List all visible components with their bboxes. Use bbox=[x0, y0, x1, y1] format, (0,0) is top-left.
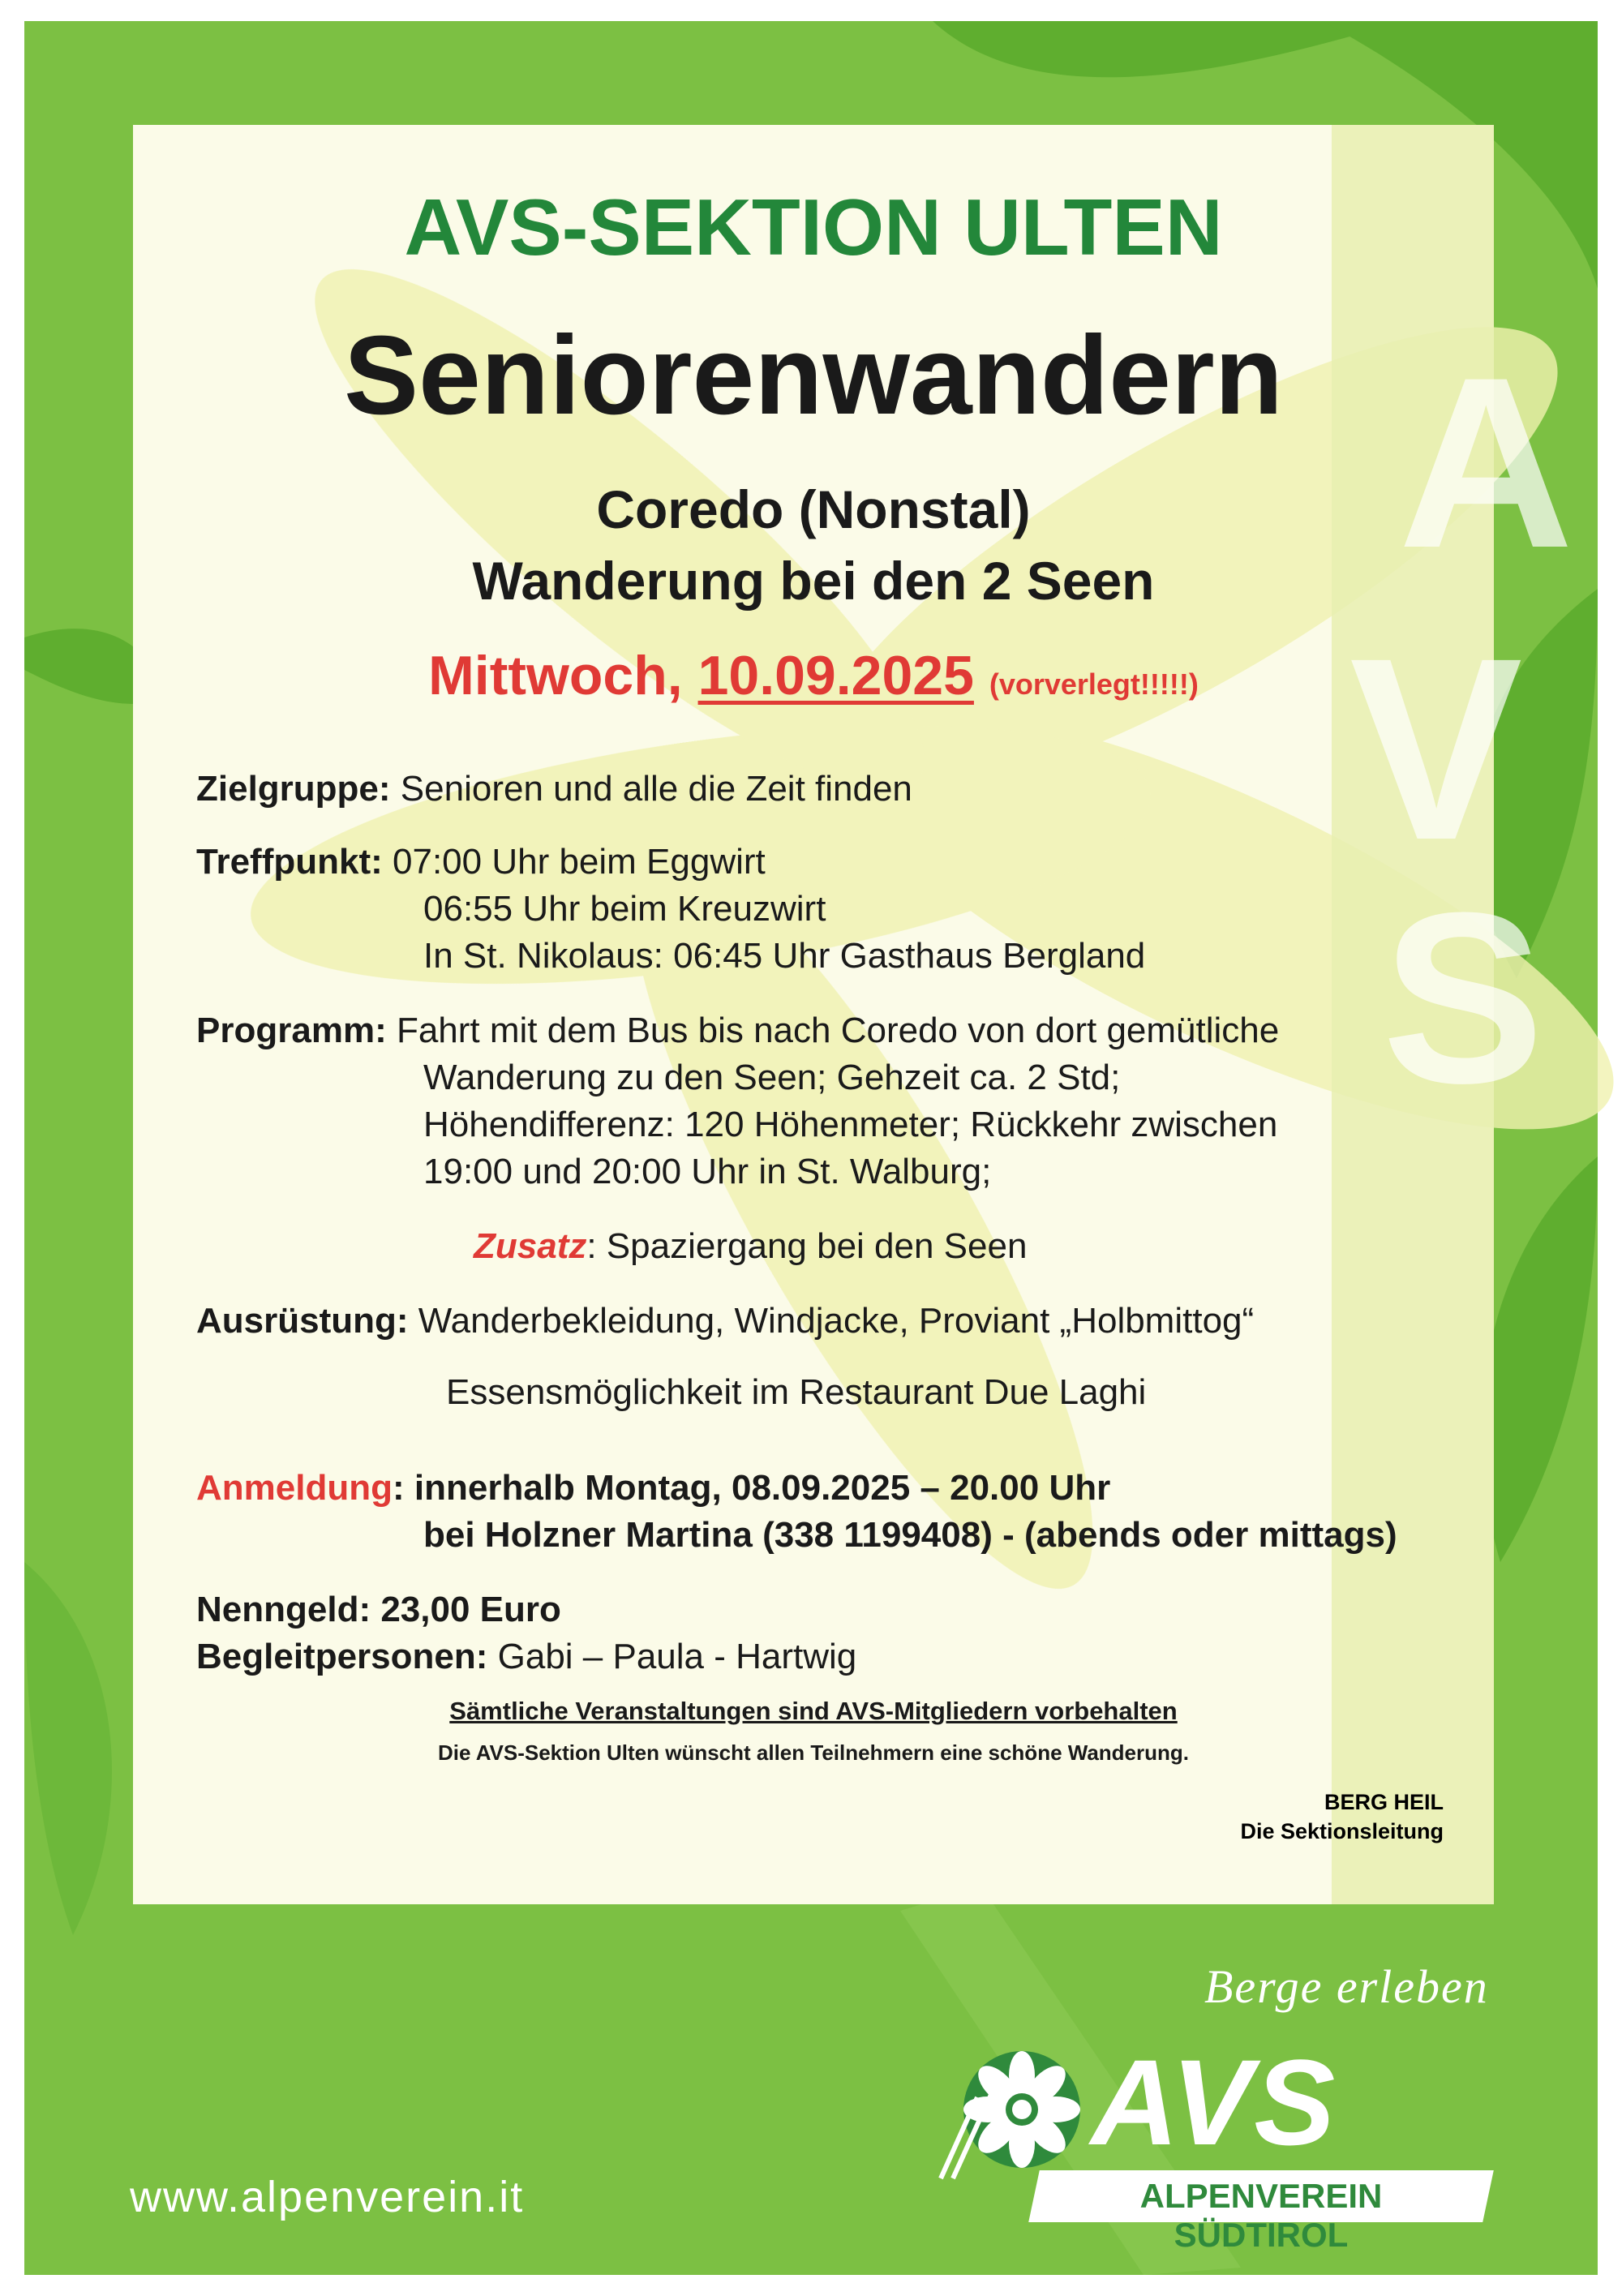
anmeldung-line-2: bei Holzner Martina (338 1199408) - (abends oder mittags) bbox=[423, 1515, 1397, 1555]
nenngeld: Nenngeld: 23,00 Euro bbox=[196, 1590, 561, 1629]
essen-note: Essensmöglichkeit im Restaurant Due Laghi bbox=[446, 1372, 1147, 1412]
programm-line-2: Wanderung zu den Seen; Gehzeit ca. 2 Std; bbox=[423, 1058, 1121, 1097]
content-panel bbox=[133, 125, 1574, 1904]
treffpunkt-row bbox=[196, 839, 766, 886]
begleit-label: Begleitpersonen: bbox=[196, 1637, 488, 1676]
ausruestung-value: Wanderbekleidung, Windjacke, Proviant „Holbmittog“ bbox=[418, 1301, 1255, 1341]
event-subtitle: Wanderung bei den 2 Seen bbox=[472, 551, 1155, 611]
svg-text:S: S bbox=[1382, 861, 1545, 1134]
anmeldung-line-1: innerhalb Montag, 08.09.2025 – 20.00 Uhr bbox=[414, 1468, 1111, 1508]
avs-logo bbox=[937, 2032, 1504, 2254]
wish-note: Die AVS-Sektion Ulten wünscht allen Teilnehmern eine schöne Wanderung. bbox=[437, 1740, 1190, 1765]
signature-block bbox=[1240, 1787, 1444, 1846]
svg-text:A: A bbox=[1398, 326, 1574, 599]
event-date-note: (vorverlegt!!!!!) bbox=[989, 667, 1199, 701]
signature: Die Sektionsleitung bbox=[1240, 1819, 1444, 1843]
members-note: Sämtliche Veranstaltungen sind AVS-Mitgliedern vorbehalten bbox=[449, 1697, 1178, 1725]
treffpunkt-line-3: In St. Nikolaus: 06:45 Uhr Gasthaus Bergland bbox=[423, 936, 1146, 976]
event-weekday: Mittwoch, bbox=[428, 645, 683, 706]
programm-row bbox=[196, 1007, 1279, 1054]
anmeldung-row bbox=[196, 1465, 1110, 1512]
section-title: AVS-SEKTION ULTEN bbox=[404, 182, 1223, 272]
slogan: Berge erleben bbox=[1204, 1960, 1489, 2013]
avs-logo-subtitle: ALPENVEREIN SÜDTIROL bbox=[1139, 2177, 1383, 2254]
programm-line-3: Höhendifferenz: 120 Höhenmeter; Rückkehr zwischen bbox=[423, 1105, 1278, 1144]
anmeldung-label: Anmeldung bbox=[196, 1468, 393, 1508]
svg-text:V: V bbox=[1350, 603, 1523, 894]
treffpunkt-label: Treffpunkt: bbox=[196, 842, 383, 882]
greeting: BERG HEIL bbox=[1324, 1790, 1444, 1814]
website-link[interactable]: www.alpenverein.it bbox=[130, 2173, 525, 2221]
poster bbox=[24, 21, 1598, 2275]
zielgruppe-label: Zielgruppe: bbox=[196, 769, 391, 809]
zielgruppe-value: Senioren und alle die Zeit finden bbox=[400, 769, 912, 809]
event-date-value: 10.09.2025 bbox=[697, 645, 974, 706]
ausruestung-row bbox=[196, 1298, 1254, 1345]
treffpunkt-line-2: 06:55 Uhr beim Kreuzwirt bbox=[423, 889, 826, 929]
treffpunkt-line-1: 07:00 Uhr beim Eggwirt bbox=[393, 842, 766, 882]
avs-logo-text: AVS bbox=[1091, 2034, 1337, 2170]
programm-line-1: Fahrt mit dem Bus bis nach Coredo von dort gemütliche bbox=[396, 1011, 1280, 1050]
begleit-value: Gabi – Paula - Hartwig bbox=[497, 1637, 857, 1676]
ausruestung-label: Ausrüstung: bbox=[196, 1301, 409, 1341]
edelweiss-icon bbox=[937, 2041, 1099, 2187]
zielgruppe-row bbox=[196, 766, 912, 813]
programm-label: Programm: bbox=[196, 1011, 387, 1050]
programm-line-4: 19:00 und 20:00 Uhr in St. Walburg; bbox=[423, 1152, 992, 1191]
zusatz-row bbox=[474, 1223, 1027, 1270]
event-title: Seniorenwandern bbox=[344, 313, 1283, 438]
event-location: Coredo (Nonstal) bbox=[596, 479, 1031, 539]
event-date bbox=[133, 644, 1494, 707]
zusatz-label: Zusatz bbox=[474, 1226, 587, 1266]
zusatz-value: : Spaziergang bei den Seen bbox=[586, 1226, 1028, 1266]
begleit-row bbox=[196, 1633, 856, 1680]
anmeldung-colon: : bbox=[392, 1468, 405, 1508]
